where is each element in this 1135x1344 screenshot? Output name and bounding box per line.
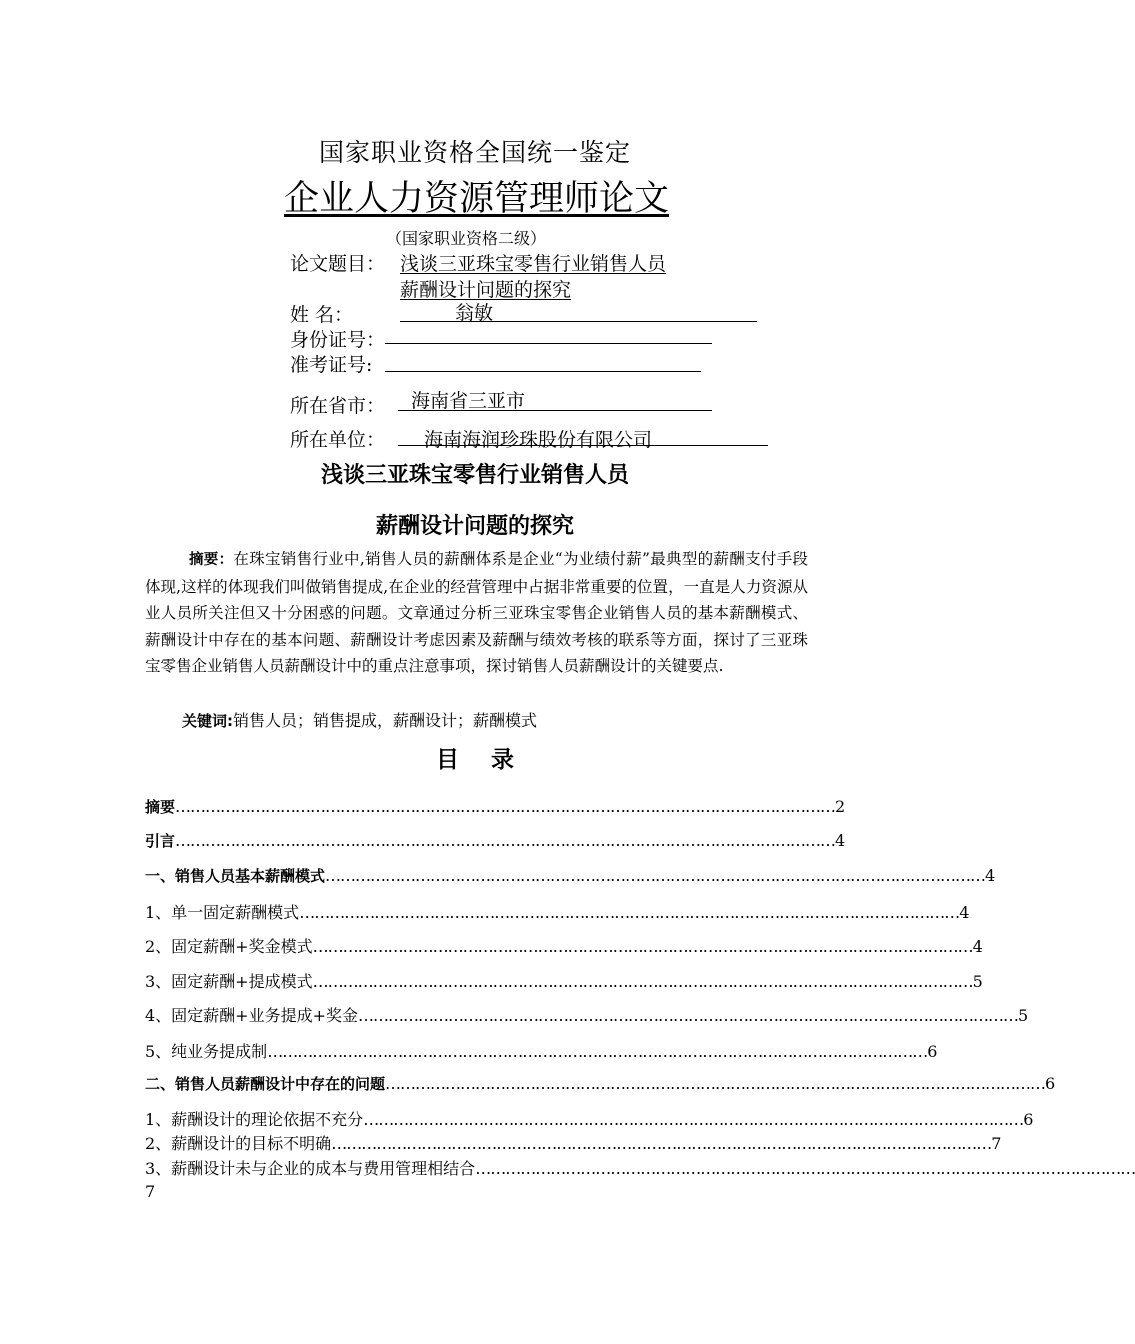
toc-row-1-2[interactable] [145,934,983,957]
toc-leader-dots: …………………………………………………………………………………………………………………… [312,972,973,991]
toc-label: 引言 [145,832,176,850]
toc-page-number: 5 [972,972,983,991]
name-label: 姓 名： [290,304,354,326]
abstract-text: 在珠宝销售行业中,销售人员的薪酬体系是企业“为业绩付薪”最典型的薪酬支付手段体现,这样的体现我们叫做销售提成,在企业的经营管理中占据非常重要的位置，一直是人力资源从业人员所关注但又十分困惑的问题。文章通过分析三亚珠宝零售企业销售人员的基本薪酬模式、薪酬设计中存在的基本问题、薪酬设计考虑因素及薪酬与绩效考核的联系等方面，探讨了三亚珠宝零售企业销售人员薪酬设计中的重点注意事项，探讨销售人员薪酬设计的关键要点. [145,550,809,675]
toc-label: 5、纯业务提成制 [145,1042,268,1061]
abstract-label: 摘要： [189,552,234,568]
toc-row-1-1[interactable] [145,900,970,923]
toc-row-abstract[interactable] [145,796,846,817]
article-title-line-2: 薪酬设计问题的探究 [375,514,574,539]
id-label: 身份证号： [290,329,386,351]
toc-row-section-2[interactable] [145,1073,1056,1094]
keywords-line [182,708,537,731]
toc-leader-dots: …………………………………………………………………………………………………………………… [267,1042,928,1061]
toc-label: 二、销售人员薪酬设计中存在的问题 [145,1075,386,1093]
exam-label: 准考证号: [290,354,373,376]
toc-page-number: 4 [972,937,983,956]
toc-label: 1、薪酬设计的理论依据不充分 [145,1110,364,1129]
toc-page-number-wrapped: 7 [145,1182,156,1201]
province-label: 所在省市： [290,395,386,417]
toc-label: 4、固定薪酬+业务提成+奖金 [145,1006,358,1025]
toc-page-number: 4 [835,831,846,850]
toc-row-1-4[interactable] [145,1003,1029,1026]
cover-main-title: 企业人力资源管理师论文 [284,179,670,219]
toc-label: 2、固定薪酬+奖金模式 [145,937,313,956]
topic-line-2: 薪酬设计问题的探究 [400,279,572,301]
toc-page-number: 6 [927,1042,938,1061]
name-value: 翁敏 [455,302,494,324]
toc-page-number: 6 [1045,1074,1056,1093]
topic-line-1: 浅谈三亚珠宝零售行业销售人员 [400,253,667,275]
toc-label: 1、单一固定薪酬模式 [145,903,300,922]
toc-page-number: 4 [985,866,996,885]
toc-leader-dots: …………………………………………………………………………………………………………………… [385,1074,1046,1093]
id-underline [385,343,712,344]
toc-page-number: 5 [1018,1006,1029,1025]
toc-label: 2、薪酬设计的目标不明确 [145,1134,332,1153]
toc-leader-dots: …………………………………………………………………………………………………………………… [175,797,836,816]
toc-leader-dots: …………………………………………………………………………………………………………………… [363,1110,1024,1129]
unit-label: 所在单位： [290,429,386,451]
keywords-text: 销售人员；销售提成，薪酬设计；薪酬模式 [233,711,538,730]
toc-heading: 目 录 [435,747,515,773]
toc-page-number: 2 [835,797,846,816]
province-value: 海南省三亚市 [411,390,526,412]
toc-row-section-1[interactable] [145,865,996,886]
toc-row-2-2[interactable] [145,1131,1002,1154]
province-underline [398,410,712,411]
article-title-line-1: 浅谈三亚珠宝零售行业销售人员 [320,463,629,488]
toc-row-1-3[interactable] [145,969,983,992]
toc-row-2-3[interactable] [145,1156,1135,1179]
toc-page-number: 6 [1023,1110,1034,1129]
cover-level: （国家职业资格二级） [386,229,547,248]
name-underline [400,321,757,322]
toc-leader-dots: …………………………………………………………………………………………………………………… [331,1134,992,1153]
toc-leader-dots: …………………………………………………………………………………………………………………… [358,1006,1018,1025]
toc-leader-dots: …………………………………………………………………………………………………………………… [299,903,960,922]
toc-page-number: 7 [991,1134,1002,1153]
toc-label: 摘要 [145,798,176,816]
toc-label: 一、销售人员基本薪酬模式 [145,867,326,885]
topic-label: 论文题目： [290,253,386,275]
toc-leader-dots: …………………………………………………………………………………………………………………… [475,1159,1135,1178]
exam-underline [385,371,701,372]
toc-row-2-1[interactable] [145,1107,1034,1130]
toc-leader-dots: …………………………………………………………………………………………………………………… [312,937,973,956]
unit-value: 海南海润珍珠股份有限公司 [424,429,653,451]
toc-leader-dots: …………………………………………………………………………………………………………………… [325,866,986,885]
cover-top-title: 国家职业资格全国统一鉴定 [318,138,631,167]
toc-row-1-5[interactable] [145,1039,938,1062]
toc-page-number: 4 [959,903,970,922]
toc-label: 3、薪酬设计未与企业的成本与费用管理相结合 [145,1159,476,1178]
toc-row-intro[interactable] [145,830,846,851]
keywords-label: 关键词: [182,712,233,730]
abstract-paragraph [145,546,808,680]
toc-label: 3、固定薪酬+提成模式 [145,972,313,991]
unit-underline [398,445,768,446]
toc-leader-dots: …………………………………………………………………………………………………………………… [175,831,836,850]
